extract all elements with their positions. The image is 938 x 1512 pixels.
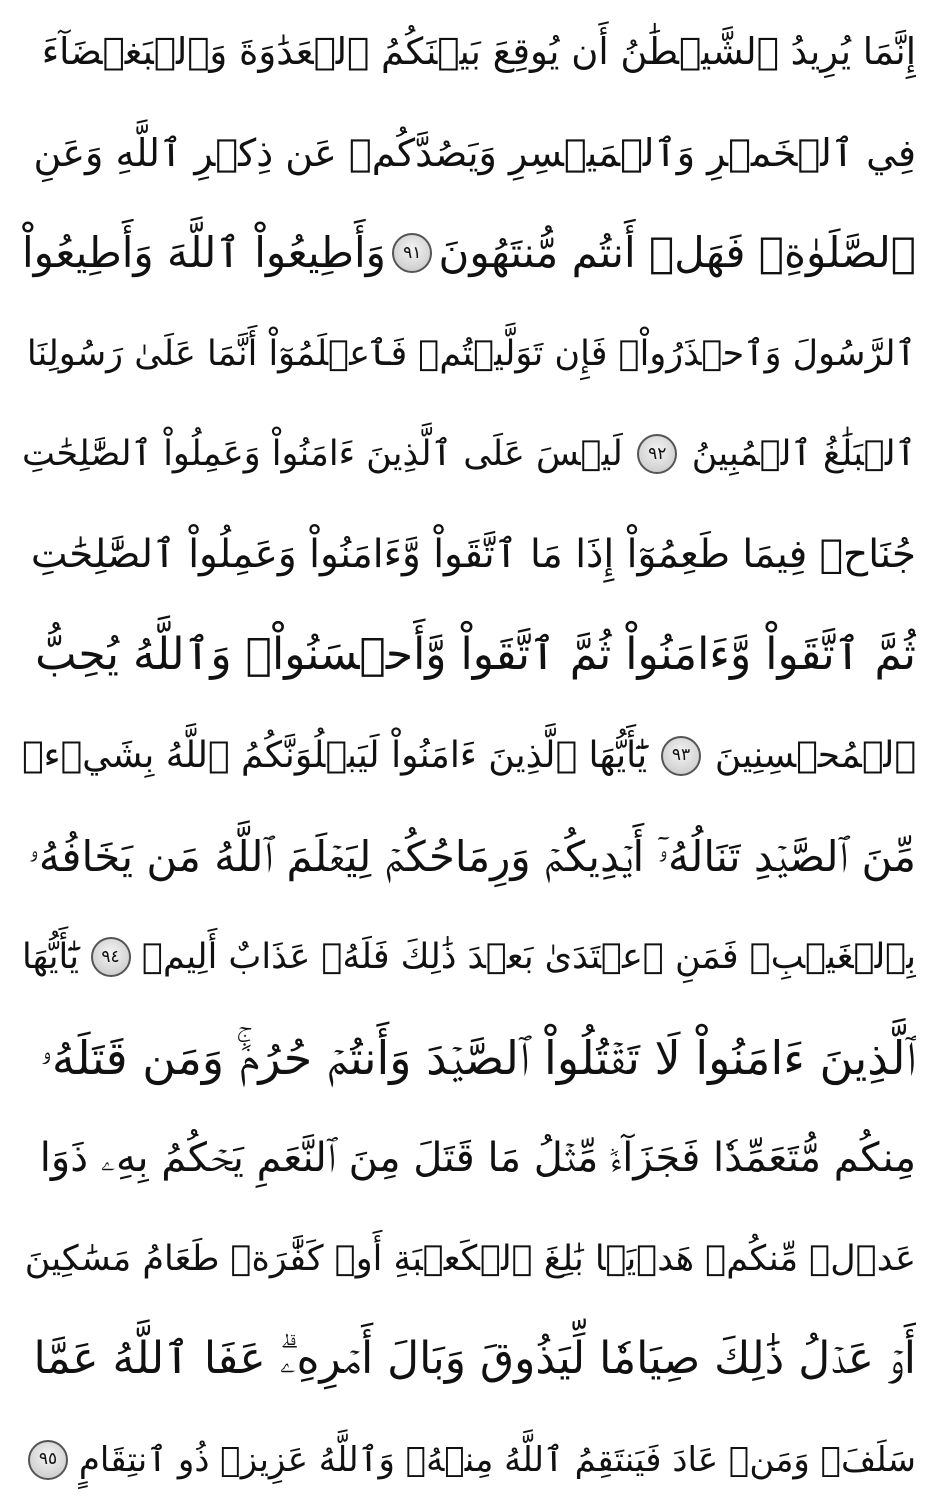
verse-text: ٱلۡبَلَٰغُ ٱلۡمُبِينُ <box>691 434 916 475</box>
text-line-1 <box>22 10 916 94</box>
verse-text: مِّنَ ٱلصَّيۡدِ تَنَالُهُۥٓ أَيۡدِيكُمۡ وَرِمَاحُكُمۡ لِيَعۡلَمَ ٱللَّهُ مَن يَخَافُهُۥ <box>28 831 916 881</box>
ayah-number-marker: ٩٢ <box>637 434 677 474</box>
text-line-10 <box>22 915 916 999</box>
verse-text: إِنَّمَا يُرِيدُ ٱلشَّيۡطَٰنُ أَن يُوقِعَ بَيۡنَكُمُ ٱلۡعَدَٰوَةَ وَٱلۡبَغۡضَآءَ <box>41 30 916 73</box>
text-line-6 <box>22 513 916 597</box>
verse-text: يَٰٓأَيُّهَا ٱلَّذِينَ ءَامَنُواْ لَيَبۡلُوَنَّكُمُ ٱللَّهُ بِشَيۡءٖ <box>22 734 648 776</box>
text-line-14 <box>22 1317 916 1401</box>
text-line-7 <box>22 613 916 697</box>
verse-text: أَوۡ عَدۡلُ ذَٰلِكَ صِيَامٗا لِّيَذُوقَ وَبَالَ أَمۡرِهِۦۗ عَفَا ٱللَّهُ عَمَّا <box>33 1333 916 1385</box>
verse-text: ٱلصَّلَوٰةِۖ فَهَلۡ أَنتُم مُّنتَهُونَ <box>438 228 916 278</box>
ayah-number-marker: ٩٤ <box>91 937 131 977</box>
verse-text: يَٰٓأَيُّهَا <box>22 937 79 978</box>
verse-text: وَأَطِيعُواْ ٱللَّهَ وَأَطِيعُواْ <box>22 228 386 278</box>
text-line-8 <box>22 714 916 798</box>
text-line-3 <box>22 211 916 295</box>
verse-text: ٱلۡمُحۡسِنِينَ <box>714 734 916 776</box>
verse-text: عَدۡلٖ مِّنكُمۡ هَدۡيَۢا بَٰلِغَ ٱلۡكَعۡبَةِ أَوۡ كَفَّٰرَةٞ طَعَامُ مَسَٰكِينَ <box>24 1238 916 1279</box>
verse-text: فِي ٱلۡخَمۡرِ وَٱلۡمَيۡسِرِ وَيَصُدَّكُمۡ عَن ذِكۡرِ ٱللَّهِ وَعَنِ <box>33 130 916 175</box>
verse-text: ٱلَّذِينَ ءَامَنُواْ لَا تَقۡتُلُواْ ٱلصَّيۡدَ وَأَنتُمۡ حُرُمٞۚ وَمَن قَتَلَهُۥ <box>40 1030 916 1085</box>
ayah-number-marker: ٩٣ <box>661 736 701 776</box>
verse-text: ثُمَّ ٱتَّقَواْ وَّءَامَنُواْ ثُمَّ ٱتَّقَواْ وَّأَحۡسَنُواْۚ وَٱللَّهُ يُحِبُّ <box>35 629 916 681</box>
text-line-12 <box>22 1116 916 1200</box>
text-line-13 <box>22 1217 916 1301</box>
verse-text: لَيۡسَ عَلَى ٱلَّذِينَ ءَامَنُواْ وَعَمِلُواْ ٱلصَّٰلِحَٰتِ <box>22 434 623 475</box>
ayah-number-marker: ٩٥ <box>28 1440 68 1480</box>
verse-text: سَلَفَۚ وَمَنۡ عَادَ فَيَنتَقِمُ ٱللَّهُ مِنۡهُۚ وَٱللَّهُ عَزِيزٞ ذُو ٱنتِقَامٍ <box>78 1439 916 1480</box>
verse-text: بِٱلۡغَيۡبِۚ فَمَنِ ٱعۡتَدَىٰ بَعۡدَ ذَٰلِكَ فَلَهُۥ عَذَابٌ أَلِيمٞ <box>142 937 916 978</box>
verse-text: جُنَاحٞ فِيمَا طَعِمُوٓاْ إِذَا مَا ٱتَّقَواْ وَّءَامَنُواْ وَعَمِلُواْ ٱلصَّٰلِحَٰتِ <box>30 531 916 577</box>
verse-text: ٱلرَّسُولَ وَٱحۡذَرُواْۚ فَإِن تَوَلَّيۡتُمۡ فَٱعۡلَمُوٓاْ أَنَّمَا عَلَىٰ رَسُولِنَا <box>26 333 916 374</box>
verse-text: مِنكُم مُّتَعَمِّدٗا فَجَزَآءٞ مِّثۡلُ مَا قَتَلَ مِنَ ٱلنَّعَمِ يَحۡكُمُ بِهِۦ ذَوَا <box>39 1135 916 1182</box>
text-line-9 <box>22 815 916 899</box>
text-line-2 <box>22 111 916 195</box>
ayah-number-marker: ٩١ <box>392 233 432 273</box>
text-line-11 <box>22 1016 916 1100</box>
text-line-4 <box>22 312 916 396</box>
text-line-15 <box>22 1418 916 1502</box>
text-line-5 <box>22 412 916 496</box>
